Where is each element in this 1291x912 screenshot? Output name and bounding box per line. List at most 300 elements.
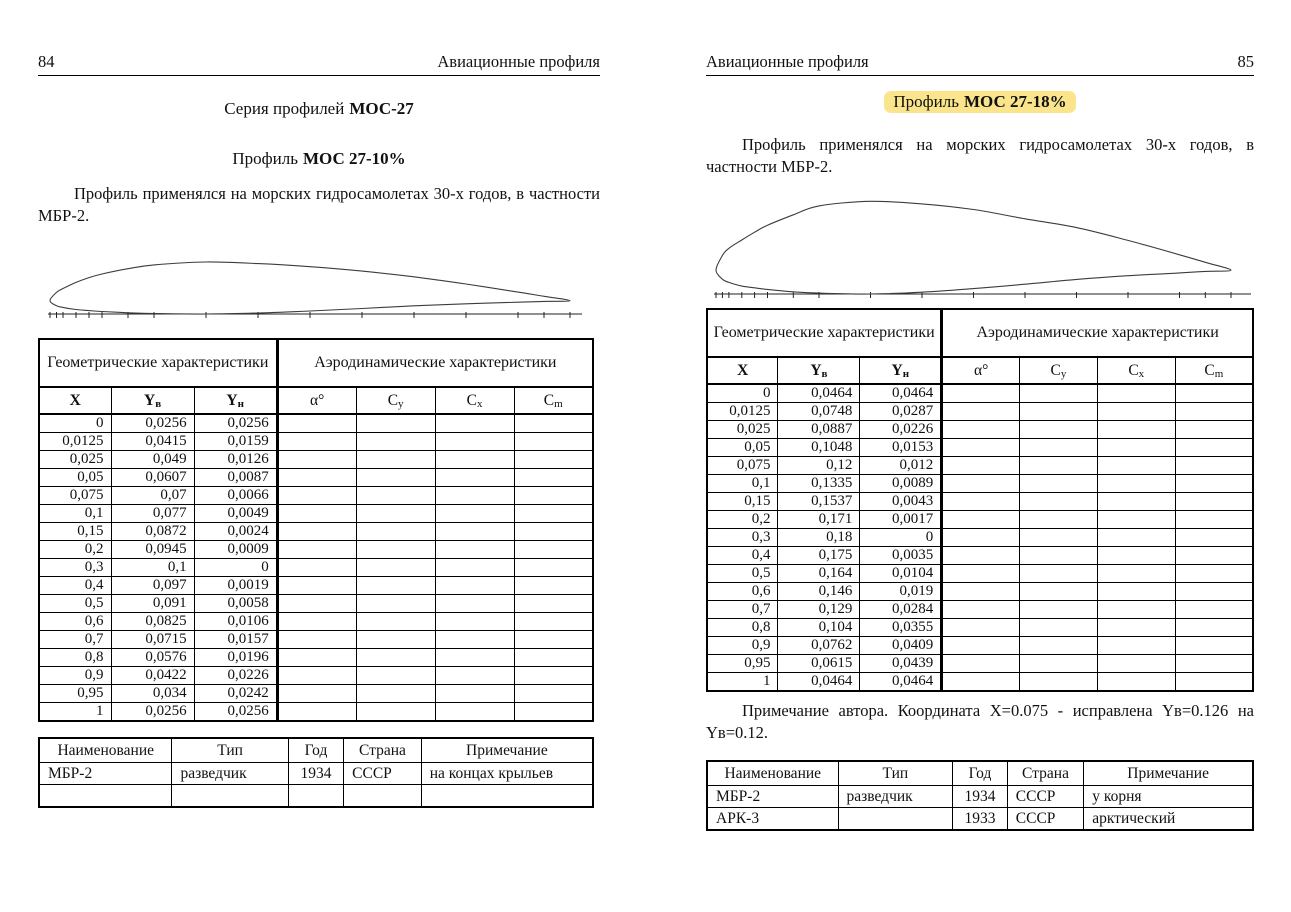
aero-empty-cell — [435, 667, 514, 685]
coordinate-cell: 0,012 — [860, 457, 942, 475]
aero-empty-cell — [1020, 421, 1098, 439]
aero-empty-cell — [277, 667, 356, 685]
aero-empty-cell — [1175, 403, 1253, 421]
coordinate-cell: 0,95 — [707, 655, 778, 673]
coordinate-cell: 0,4 — [707, 547, 778, 565]
aero-empty-cell — [277, 649, 356, 667]
coordinate-row — [39, 703, 593, 722]
info-cell — [838, 808, 953, 831]
coordinate-row — [39, 414, 593, 433]
aerodynamic-header: Аэродинамические характеристики — [942, 309, 1253, 357]
coordinate-row — [707, 619, 1253, 637]
coordinate-row — [39, 685, 593, 703]
coordinate-cell: 0,0043 — [860, 493, 942, 511]
coordinate-row — [39, 595, 593, 613]
aero-empty-cell — [1097, 547, 1175, 565]
column-header: Yв — [111, 387, 194, 414]
aero-empty-cell — [435, 541, 514, 559]
coordinate-cell: 0,6 — [39, 613, 111, 631]
aero-empty-cell — [1175, 511, 1253, 529]
aero-empty-cell — [435, 451, 514, 469]
aero-empty-cell — [1175, 421, 1253, 439]
coordinate-cell: 0,95 — [39, 685, 111, 703]
column-header: Cx — [435, 387, 514, 414]
coordinate-row — [707, 384, 1253, 403]
coordinate-cell: 0,3 — [707, 529, 778, 547]
column-header: Cx — [1097, 357, 1175, 384]
aero-empty-cell — [942, 457, 1020, 475]
aero-empty-cell — [356, 703, 435, 722]
aero-empty-cell — [277, 433, 356, 451]
column-header: Cy — [356, 387, 435, 414]
aero-empty-cell — [1175, 384, 1253, 403]
coordinate-cell: 0,15 — [707, 493, 778, 511]
running-title: Авиационные профиля — [706, 52, 869, 71]
aero-empty-cell — [435, 487, 514, 505]
page-number: 85 — [1237, 52, 1254, 71]
aero-empty-cell — [356, 487, 435, 505]
description-paragraph: Профиль применялся на морских гидросамолетах 30-х годов, в частности МБР-2. — [706, 135, 1254, 176]
coordinate-cell: 0,1335 — [778, 475, 860, 493]
coordinate-cell: 0,0422 — [111, 667, 194, 685]
coordinate-cell: 0,0066 — [194, 487, 277, 505]
coordinate-cell: 0,07 — [111, 487, 194, 505]
info-cell: АРК-3 — [707, 808, 838, 831]
coordinate-row — [707, 547, 1253, 565]
info-column-header: Страна — [1007, 761, 1083, 786]
coordinate-cell: 0,0887 — [778, 421, 860, 439]
coordinate-cell: 0,075 — [707, 457, 778, 475]
aero-empty-cell — [1020, 493, 1098, 511]
aero-empty-cell — [942, 565, 1020, 583]
coordinate-cell: 0,3 — [39, 559, 111, 577]
profile-title-name: МОС 27-10% — [302, 149, 406, 168]
coordinate-cell: 0,0153 — [860, 439, 942, 457]
aero-empty-cell — [514, 685, 593, 703]
coordinate-cell: 0,0825 — [111, 613, 194, 631]
coordinate-cell: 0,0464 — [778, 673, 860, 692]
coordinate-cell: 0,2 — [707, 511, 778, 529]
aero-empty-cell — [1097, 475, 1175, 493]
coordinate-cell: 0,1048 — [778, 439, 860, 457]
profile-coordinates-table — [706, 308, 1254, 692]
aero-empty-cell — [942, 475, 1020, 493]
coordinate-row — [39, 577, 593, 595]
info-row — [707, 808, 1253, 831]
coordinate-cell: 0,0159 — [194, 433, 277, 451]
aero-empty-cell — [1097, 583, 1175, 601]
coordinate-row — [39, 613, 593, 631]
aero-empty-cell — [514, 667, 593, 685]
coordinate-cell: 0,034 — [111, 685, 194, 703]
coordinate-cell: 0,0196 — [194, 649, 277, 667]
aero-empty-cell — [435, 505, 514, 523]
column-header: Yв — [778, 357, 860, 384]
coordinate-cell: 0,0017 — [860, 511, 942, 529]
column-header: Cy — [1020, 357, 1098, 384]
aero-empty-cell — [435, 523, 514, 541]
aero-empty-cell — [1097, 673, 1175, 692]
coordinate-cell: 0,0104 — [860, 565, 942, 583]
info-column-header: Год — [288, 738, 343, 763]
geometric-header: Геометрические характеристики — [39, 339, 277, 387]
table-section-header-row — [707, 309, 1253, 357]
coordinate-cell: 0 — [860, 529, 942, 547]
info-row — [39, 785, 593, 808]
info-cell — [288, 785, 343, 808]
aero-empty-cell — [1175, 583, 1253, 601]
coordinate-row — [707, 583, 1253, 601]
aero-empty-cell — [1020, 601, 1098, 619]
info-row — [707, 786, 1253, 808]
aero-empty-cell — [1097, 565, 1175, 583]
coordinate-cell: 0,05 — [39, 469, 111, 487]
aero-empty-cell — [1020, 565, 1098, 583]
aero-empty-cell — [1020, 655, 1098, 673]
coordinate-cell: 0 — [194, 559, 277, 577]
aero-empty-cell — [1175, 673, 1253, 692]
aero-empty-cell — [942, 583, 1020, 601]
aero-empty-cell — [1020, 673, 1098, 692]
coordinate-cell: 0,0125 — [707, 403, 778, 421]
coordinate-cell: 0,0439 — [860, 655, 942, 673]
info-cell: 1934 — [288, 763, 343, 785]
aero-empty-cell — [1097, 403, 1175, 421]
highlighted-title — [884, 91, 1075, 113]
coordinate-cell: 0,0049 — [194, 505, 277, 523]
aero-empty-cell — [356, 523, 435, 541]
profile-title-prefix: Профиль — [232, 149, 298, 168]
aero-empty-cell — [942, 511, 1020, 529]
column-header: Cm — [1175, 357, 1253, 384]
aero-empty-cell — [514, 487, 593, 505]
info-header-row — [39, 738, 593, 763]
aero-empty-cell — [1020, 403, 1098, 421]
coordinate-cell: 0,4 — [39, 577, 111, 595]
coordinate-cell: 0 — [39, 414, 111, 433]
page-header — [38, 52, 600, 76]
coordinate-row — [39, 559, 593, 577]
aero-empty-cell — [942, 637, 1020, 655]
aero-empty-cell — [1020, 529, 1098, 547]
info-column-header: Страна — [344, 738, 422, 763]
coordinate-row — [39, 451, 593, 469]
coordinate-row — [707, 637, 1253, 655]
aero-empty-cell — [514, 613, 593, 631]
coordinate-cell: 0,097 — [111, 577, 194, 595]
column-header: α° — [942, 357, 1020, 384]
coordinate-cell: 0,129 — [778, 601, 860, 619]
info-cell: СССР — [1007, 786, 1083, 808]
coordinate-cell: 0,9 — [707, 637, 778, 655]
book-page-right — [706, 0, 1254, 912]
coordinate-cell: 0,0019 — [194, 577, 277, 595]
aero-empty-cell — [1097, 493, 1175, 511]
coordinate-cell: 0,0106 — [194, 613, 277, 631]
coordinate-cell: 0,0415 — [111, 433, 194, 451]
coordinate-cell: 0,6 — [707, 583, 778, 601]
aero-empty-cell — [1175, 547, 1253, 565]
coordinate-cell: 0,049 — [111, 451, 194, 469]
page-number: 84 — [38, 52, 55, 71]
aero-empty-cell — [1175, 475, 1253, 493]
aero-empty-cell — [435, 613, 514, 631]
coordinate-cell: 0,0464 — [860, 384, 942, 403]
aero-empty-cell — [435, 414, 514, 433]
aero-empty-cell — [356, 451, 435, 469]
aero-empty-cell — [942, 547, 1020, 565]
coordinate-cell: 0 — [707, 384, 778, 403]
aero-empty-cell — [1097, 457, 1175, 475]
aero-empty-cell — [514, 505, 593, 523]
column-header: X — [39, 387, 111, 414]
aero-empty-cell — [435, 703, 514, 722]
aero-empty-cell — [277, 613, 356, 631]
aero-empty-cell — [435, 631, 514, 649]
aero-empty-cell — [1020, 619, 1098, 637]
aero-empty-cell — [942, 673, 1020, 692]
coordinate-cell: 0,1 — [39, 505, 111, 523]
coordinate-row — [707, 529, 1253, 547]
coordinate-row — [707, 457, 1253, 475]
info-cell: арктический — [1084, 808, 1253, 831]
aero-empty-cell — [1020, 439, 1098, 457]
aircraft-info-table — [706, 760, 1254, 831]
coordinate-cell: 0,0157 — [194, 631, 277, 649]
aero-empty-cell — [1020, 384, 1098, 403]
coordinate-row — [707, 403, 1253, 421]
coordinate-row — [707, 565, 1253, 583]
book-page-left — [38, 0, 600, 912]
coordinate-row — [39, 523, 593, 541]
coordinate-cell: 0,5 — [707, 565, 778, 583]
coordinate-row — [707, 511, 1253, 529]
aero-empty-cell — [277, 505, 356, 523]
aero-empty-cell — [435, 433, 514, 451]
airfoil-drawing — [708, 190, 1256, 304]
aero-empty-cell — [1097, 421, 1175, 439]
info-cell: разведчик — [172, 763, 288, 785]
coordinate-row — [39, 649, 593, 667]
series-title-name: МОС-27 — [349, 99, 414, 118]
coordinate-cell: 0,9 — [39, 667, 111, 685]
aero-empty-cell — [1020, 457, 1098, 475]
aero-empty-cell — [942, 493, 1020, 511]
coordinate-cell: 0,0355 — [860, 619, 942, 637]
coordinate-cell: 1 — [39, 703, 111, 722]
aero-empty-cell — [435, 577, 514, 595]
aero-empty-cell — [277, 541, 356, 559]
coordinate-cell: 0,0256 — [111, 703, 194, 722]
aero-empty-cell — [942, 619, 1020, 637]
coordinate-cell: 0,0256 — [194, 414, 277, 433]
coordinate-cell: 0,0576 — [111, 649, 194, 667]
aero-empty-cell — [1097, 637, 1175, 655]
coordinate-cell: 0,0464 — [778, 384, 860, 403]
coordinate-cell: 0,0035 — [860, 547, 942, 565]
profile-coordinates-table — [38, 338, 594, 722]
coordinate-cell: 0,0242 — [194, 685, 277, 703]
aero-empty-cell — [1097, 619, 1175, 637]
coordinate-cell: 0,0464 — [860, 673, 942, 692]
coordinate-cell: 0,0287 — [860, 403, 942, 421]
column-header: Yн — [194, 387, 277, 414]
aero-empty-cell — [356, 649, 435, 667]
coordinate-row — [707, 439, 1253, 457]
coordinate-cell: 0,15 — [39, 523, 111, 541]
description-paragraph: Профиль применялся на морских гидросамолетах 30-х годов, в частности МБР-2. — [38, 184, 600, 225]
coordinate-cell: 0,146 — [778, 583, 860, 601]
column-header: Cm — [514, 387, 593, 414]
coordinate-cell: 0,075 — [39, 487, 111, 505]
aero-empty-cell — [356, 469, 435, 487]
aero-empty-cell — [277, 487, 356, 505]
coordinate-row — [707, 655, 1253, 673]
coordinate-row — [39, 487, 593, 505]
aero-empty-cell — [1020, 583, 1098, 601]
profile-title — [706, 92, 1254, 112]
coordinate-cell: 0,1537 — [778, 493, 860, 511]
aero-empty-cell — [942, 439, 1020, 457]
coordinate-cell: 0,0226 — [860, 421, 942, 439]
coordinate-cell: 0,104 — [778, 619, 860, 637]
aero-empty-cell — [277, 685, 356, 703]
aero-empty-cell — [277, 414, 356, 433]
coordinate-row — [39, 469, 593, 487]
aero-empty-cell — [514, 577, 593, 595]
aircraft-info-table — [38, 737, 594, 808]
coordinate-cell: 0,7 — [707, 601, 778, 619]
airfoil-outline — [716, 201, 1231, 294]
series-title-prefix: Серия профилей — [224, 99, 345, 118]
geometric-header: Геометрические характеристики — [707, 309, 942, 357]
aero-empty-cell — [435, 559, 514, 577]
coordinate-cell: 0,7 — [39, 631, 111, 649]
column-header: X — [707, 357, 778, 384]
column-header: α° — [277, 387, 356, 414]
aero-empty-cell — [942, 655, 1020, 673]
aero-empty-cell — [435, 685, 514, 703]
coordinate-row — [707, 601, 1253, 619]
aero-empty-cell — [277, 703, 356, 722]
coordinate-cell: 0,5 — [39, 595, 111, 613]
coordinate-row — [39, 631, 593, 649]
aero-empty-cell — [356, 433, 435, 451]
info-cell: 1933 — [953, 808, 1008, 831]
aero-empty-cell — [356, 577, 435, 595]
table-section-header-row — [39, 339, 593, 387]
info-column-header: Тип — [172, 738, 288, 763]
aero-empty-cell — [1175, 439, 1253, 457]
aero-empty-cell — [1175, 493, 1253, 511]
coordinate-cell: 0,091 — [111, 595, 194, 613]
aero-empty-cell — [1020, 511, 1098, 529]
aero-empty-cell — [942, 601, 1020, 619]
aero-empty-cell — [1020, 547, 1098, 565]
info-cell: разведчик — [838, 786, 953, 808]
aero-empty-cell — [1175, 619, 1253, 637]
coordinate-cell: 0,0284 — [860, 601, 942, 619]
coordinate-cell: 0,0226 — [194, 667, 277, 685]
aero-empty-cell — [1097, 655, 1175, 673]
profile-title — [38, 149, 600, 169]
coordinate-cell: 0,18 — [778, 529, 860, 547]
aero-empty-cell — [356, 631, 435, 649]
aero-empty-cell — [277, 523, 356, 541]
coordinate-cell: 0,05 — [707, 439, 778, 457]
coordinate-row — [39, 433, 593, 451]
airfoil-outline — [50, 262, 570, 314]
coordinate-row — [39, 541, 593, 559]
aero-empty-cell — [942, 529, 1020, 547]
coordinate-row — [707, 493, 1253, 511]
aero-empty-cell — [514, 541, 593, 559]
coordinate-cell: 0,0009 — [194, 541, 277, 559]
coordinate-cell: 0,0607 — [111, 469, 194, 487]
coordinate-cell: 0,171 — [778, 511, 860, 529]
coordinate-cell: 0,0615 — [778, 655, 860, 673]
aero-empty-cell — [1097, 439, 1175, 457]
aero-empty-cell — [514, 523, 593, 541]
table-column-header-row — [707, 357, 1253, 384]
aero-empty-cell — [277, 469, 356, 487]
coordinate-cell: 0,0945 — [111, 541, 194, 559]
info-cell — [172, 785, 288, 808]
coordinate-cell: 1 — [707, 673, 778, 692]
coordinate-cell: 0,0872 — [111, 523, 194, 541]
coordinate-cell: 0,0256 — [194, 703, 277, 722]
info-column-header: Примечание — [1084, 761, 1253, 786]
airfoil-drawing — [40, 250, 600, 326]
info-cell — [344, 785, 422, 808]
coordinate-cell: 0,077 — [111, 505, 194, 523]
info-cell: МБР-2 — [39, 763, 172, 785]
coordinate-cell: 0,025 — [707, 421, 778, 439]
info-cell — [421, 785, 593, 808]
coordinate-cell: 0,0748 — [778, 403, 860, 421]
coordinate-cell: 0,12 — [778, 457, 860, 475]
coordinate-cell: 0,025 — [39, 451, 111, 469]
aero-empty-cell — [1175, 565, 1253, 583]
table-column-header-row — [39, 387, 593, 414]
coordinate-row — [707, 475, 1253, 493]
aerodynamic-header: Аэродинамические характеристики — [277, 339, 593, 387]
aero-empty-cell — [1097, 529, 1175, 547]
coordinate-cell: 0,1 — [111, 559, 194, 577]
aero-empty-cell — [1175, 529, 1253, 547]
aero-empty-cell — [356, 667, 435, 685]
info-cell: МБР-2 — [707, 786, 838, 808]
info-cell: СССР — [344, 763, 422, 785]
page-header — [706, 52, 1254, 76]
coordinate-cell: 0,0058 — [194, 595, 277, 613]
info-row — [39, 763, 593, 785]
coordinate-cell: 0,0089 — [860, 475, 942, 493]
aero-empty-cell — [277, 577, 356, 595]
aero-empty-cell — [277, 451, 356, 469]
profile-title-name: МОС 27-18% — [963, 92, 1067, 111]
aero-empty-cell — [514, 631, 593, 649]
aero-empty-cell — [514, 433, 593, 451]
info-column-header: Наименование — [707, 761, 838, 786]
aero-empty-cell — [356, 505, 435, 523]
aero-empty-cell — [1175, 457, 1253, 475]
coordinate-row — [707, 673, 1253, 692]
aero-empty-cell — [942, 384, 1020, 403]
aero-empty-cell — [942, 421, 1020, 439]
aero-empty-cell — [356, 414, 435, 433]
coordinate-row — [39, 667, 593, 685]
